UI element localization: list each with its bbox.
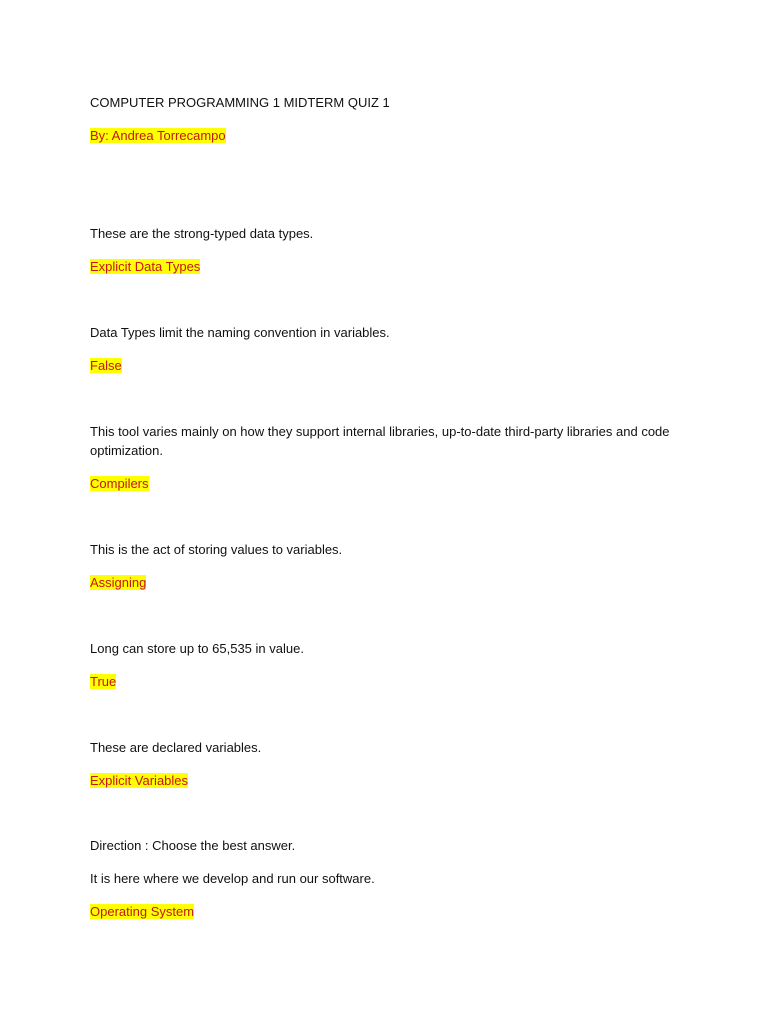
- author-highlight: By: Andrea Torrecampo: [90, 128, 226, 143]
- answer-3: [90, 474, 149, 493]
- answer-4-highlight: Assigning: [90, 575, 147, 590]
- answer-6: [90, 771, 188, 790]
- author-line: [90, 126, 226, 145]
- direction-line: Direction : Choose the best answer.: [90, 838, 296, 853]
- question-1: These are the strong-typed data types.: [90, 226, 314, 241]
- question-4: This is the act of storing values to variables.: [90, 542, 343, 557]
- answer-5: [90, 672, 116, 691]
- question-6: These are declared variables.: [90, 740, 262, 755]
- question-5: Long can store up to 65,535 in value.: [90, 641, 304, 656]
- answer-1-highlight: Explicit Data Types: [90, 259, 201, 274]
- document-title: COMPUTER PROGRAMMING 1 MIDTERM QUIZ 1: [90, 95, 390, 110]
- answer-6-highlight: Explicit Variables: [90, 773, 189, 788]
- answer-2-highlight: False: [90, 358, 122, 373]
- answer-2: [90, 356, 122, 375]
- question-3: This tool varies mainly on how they support internal libraries, up-to-date third-party libraries and code optimization.: [90, 424, 670, 458]
- answer-5-highlight: True: [90, 674, 117, 689]
- answer-3-highlight: Compilers: [90, 476, 149, 491]
- answer-7: [90, 902, 194, 921]
- question-2: Data Types limit the naming convention in variables.: [90, 325, 390, 340]
- question-7: It is here where we develop and run our software.: [90, 871, 375, 886]
- answer-1: [90, 257, 200, 276]
- answer-7-highlight: Operating System: [90, 904, 195, 919]
- answer-4: [90, 573, 146, 592]
